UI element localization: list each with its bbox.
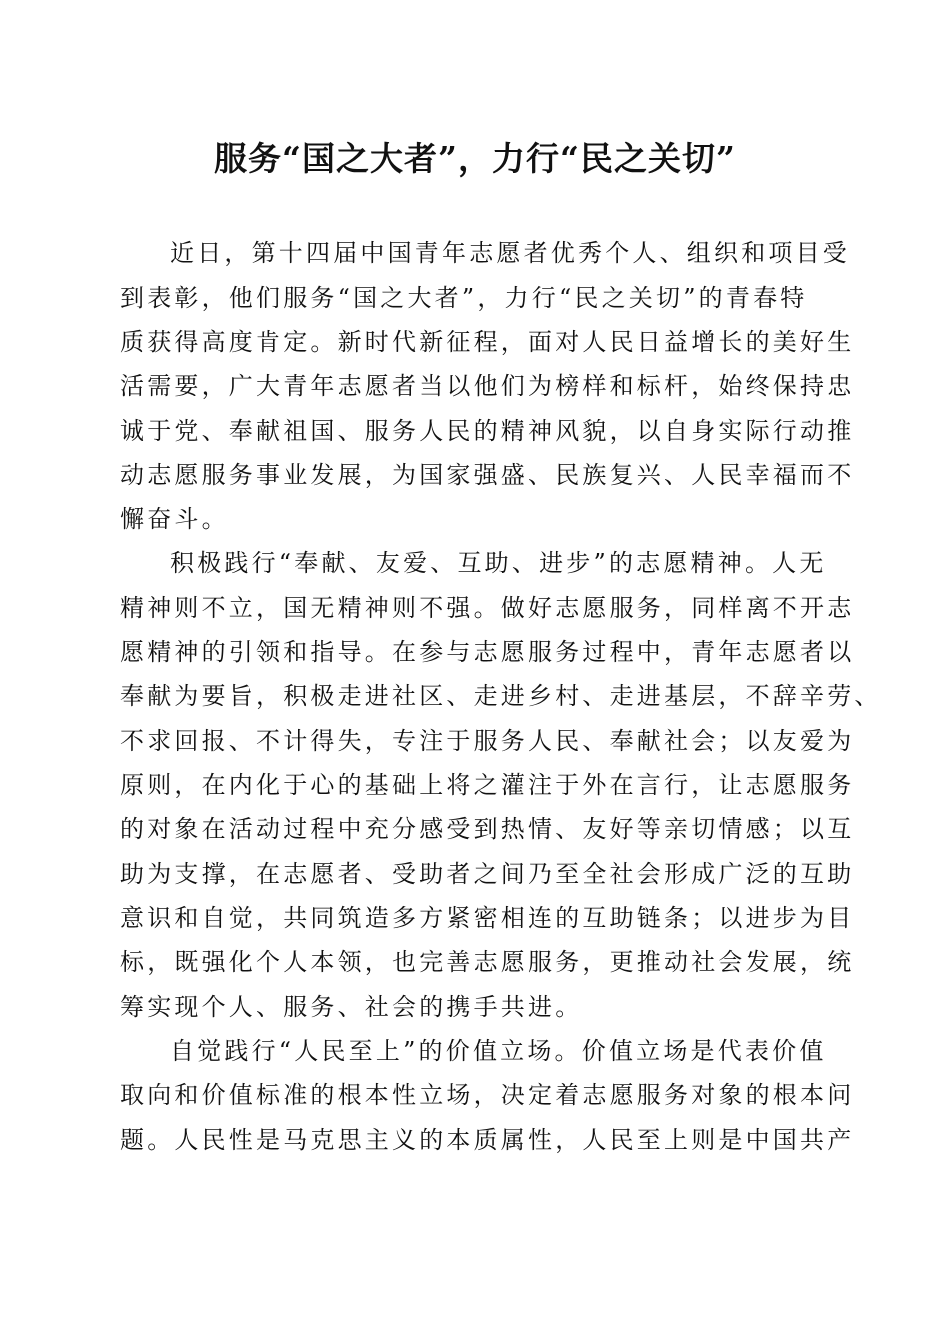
paragraph-2-line: 筹实现个人、服务、社会的携手共进。 <box>120 993 583 1021</box>
paragraph-2-line: 奉献为要旨，积极走进社区、走进乡村、走进基层，不辞辛劳、 <box>120 682 882 710</box>
paragraph-2-line: 意识和自觉，共同筑造多方紧密相连的互助链条；以进步为目 <box>120 904 855 932</box>
paragraph-1-line: 动志愿服务事业发展，为国家强盛、民族复兴、人民幸福而不 <box>120 461 855 489</box>
paragraph-3-line: 自觉践行“人民至上”的价值立场。价值立场是代表价值 <box>170 1037 827 1065</box>
paragraph-2-line: 原则，在内化于心的基础上将之灌注于外在言行，让志愿服务 <box>120 771 855 799</box>
paragraph-2-line: 助为支撑，在志愿者、受助者之间乃至全社会形成广泛的互助 <box>120 860 855 888</box>
paragraph-1-line: 诚于党、奉献祖国、服务人民的精神风貌，以自身实际行动推 <box>120 417 855 445</box>
paragraph-2-line: 积极践行“奉献、友爱、互助、进步”的志愿精神。人无 <box>170 549 827 577</box>
paragraph-1-line: 近日，第十四届中国青年志愿者优秀个人、组织和项目受 <box>170 239 850 267</box>
paragraph-1-line: 懈奋斗。 <box>120 505 229 533</box>
paragraph-1-line: 质获得高度肯定。新时代新征程，面对人民日益增长的美好生 <box>120 328 855 356</box>
paragraph-1-line: 到表彰，他们服务“国之大者”，力行“民之关切”的青春特 <box>120 284 808 312</box>
paragraph-3-line: 取向和价值标准的根本性立场，决定着志愿服务对象的根本问 <box>120 1081 855 1109</box>
paragraph-1-line: 活需要，广大青年志愿者当以他们为榜样和标杆，始终保持忠 <box>120 372 855 400</box>
paragraph-2-line: 的对象在活动过程中充分感受到热情、友好等亲切情感；以互 <box>120 815 855 843</box>
paragraph-2-line: 不求回报、不计得失，专注于服务人民、奉献社会；以友爱为 <box>120 727 855 755</box>
document-title: 服务“国之大者”，力行“民之关切” <box>214 139 736 178</box>
paragraph-2-line: 愿精神的引领和指导。在参与志愿服务过程中，青年志愿者以 <box>120 638 855 666</box>
paragraph-2-line: 精神则不立，国无精神则不强。做好志愿服务，同样离不开志 <box>120 594 855 622</box>
paragraph-2-line: 标，既强化个人本领，也完善志愿服务，更推动社会发展，统 <box>120 948 855 976</box>
paragraph-3-line: 题。人民性是马克思主义的本质属性，人民至上则是中国共产 <box>120 1126 855 1154</box>
